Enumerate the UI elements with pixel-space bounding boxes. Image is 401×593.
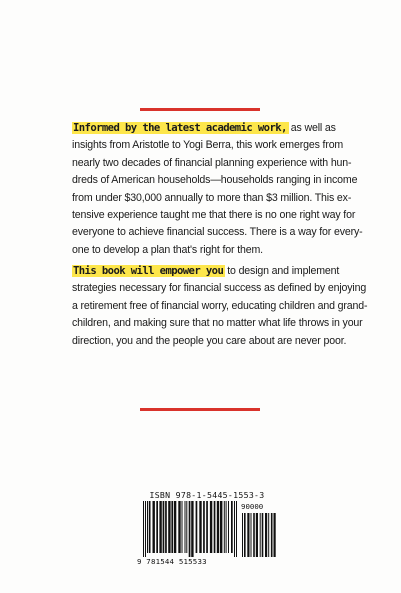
barcode-bar [168, 501, 170, 553]
isbn-label: ISBN 978-1-5445-1553-3 [149, 490, 265, 500]
paragraph-2-line-5: direction, you and the people you care about are never poor. [72, 334, 347, 347]
barcode-bar [182, 501, 183, 553]
bottom-red-rule [140, 408, 260, 411]
ean-digits: 9 781544 515533 [137, 557, 207, 566]
paragraph-1-line-4: dreds of American households—households ranging in income [72, 174, 358, 187]
paragraph-1-line-3: nearly two decades of financial planning experience with hun- [72, 156, 352, 169]
barcode-bar [165, 501, 167, 553]
barcode-bar [224, 501, 225, 553]
barcode-bar [159, 501, 161, 553]
barcode-bar [171, 501, 173, 553]
barcode-bar [231, 501, 233, 553]
paragraph-2-line-3: a retirement free of financial worry, educating children and grand- [72, 299, 368, 312]
barcode-bar [274, 513, 276, 557]
barcode-bar [203, 501, 205, 553]
barcode-bar [242, 513, 243, 557]
barcode-bar [244, 513, 246, 557]
barcode-bar [253, 513, 255, 557]
highlighted-lead-1: Informed by the latest academic work, [73, 122, 287, 134]
barcode-bar [143, 501, 144, 557]
barcode-bar [185, 501, 186, 553]
barcode-bar [247, 513, 249, 557]
barcode-bar [262, 513, 264, 557]
barcode-bar [186, 501, 187, 553]
paragraph-1-line-1: Informed by the latest academic work, as well as [73, 122, 336, 134]
paragraph-1-line-5: from under $30,000 annually to more than $3 million. This ex- [72, 191, 352, 204]
barcode-bar [226, 501, 227, 553]
barcode-bar [234, 501, 235, 557]
isbn-barcode [133, 490, 281, 568]
barcode-bar [196, 501, 198, 553]
paragraph-1-line-7: everyone to achieve financial success. There is a way for every- [72, 226, 363, 239]
barcode-bar [210, 501, 212, 553]
paragraph-1 [72, 120, 363, 259]
paragraph-2-line-4: children, and making sure that no matter what life throws in your [72, 317, 363, 330]
barcode-bar [174, 501, 176, 553]
barcode-bar [214, 501, 216, 553]
barcode-bar [145, 501, 146, 557]
barcode-bar [163, 501, 165, 553]
barcode-bar [206, 501, 208, 553]
barcode-bar [236, 501, 237, 557]
barcode-bar [228, 501, 229, 553]
barcode-bar [256, 513, 258, 557]
paragraph-2-line-1: This book will empower you to design and implement [73, 265, 340, 277]
paragraph-1-line-6: tensive experience taught me that there is no one right way for [72, 209, 356, 222]
barcode-bar [268, 513, 269, 557]
barcode-bar [271, 513, 273, 557]
barcode-bar [220, 501, 222, 553]
highlighted-lead-2: This book will empower you [73, 265, 224, 277]
barcode-bar [178, 501, 180, 553]
barcode-bar [156, 501, 158, 553]
barcode-bar [153, 501, 155, 553]
barcode-bar [149, 501, 151, 553]
addon-code: 90000 [241, 502, 264, 511]
barcode-bar [217, 501, 219, 553]
barcode-bar [260, 513, 261, 557]
barcode-bar [147, 501, 148, 553]
paragraph-2-line-2: strategies necessary for financial success as defined by enjoying [72, 282, 367, 295]
barcode-bar [189, 501, 191, 557]
top-red-rule [140, 108, 260, 111]
barcode-bar [251, 513, 252, 557]
barcode-bar [265, 513, 267, 557]
paragraph-1-line-2: insights from Aristotle to Yogi Berra, this work emerges from [72, 139, 344, 152]
barcode-bar [191, 501, 193, 557]
paragraph-2 [72, 263, 368, 350]
paragraph-1-line-8: one to develop a plan that's right for them. [72, 243, 263, 256]
barcode-bar [199, 501, 201, 553]
